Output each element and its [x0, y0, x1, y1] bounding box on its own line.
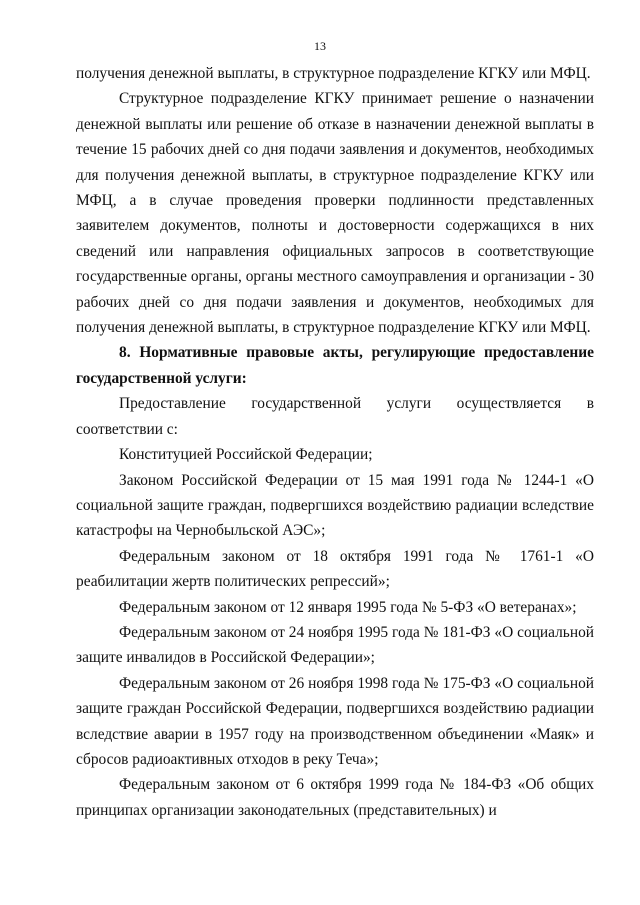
list-item-law-175-fz: Федеральным законом от 26 ноября 1998 года № 175-ФЗ «О социальной защите граждан Российской Федерации, подвергшихся воздействию радиации вследствие аварии в 1957 году на производственном объединении «Маяк» и сбросов радиоактивных отходов в реку Теча»; [76, 674, 594, 768]
list-item-constitution: Конституцией Российской Федерации; [119, 446, 373, 464]
list-item-law-1244-1: Законом Российской Федерации от 15 мая 1991 года № 1244-1 «О социальной защите граждан, подвергшихся воздействию радиации вследствие катастрофы на Чернобыльской АЭС»; [76, 471, 594, 540]
section-heading-8: 8. Нормативные правовые акты, регулирующие предоставление государственной услуги: [76, 344, 594, 387]
document-body [76, 61, 594, 823]
paragraph-continuation: получения денежной выплаты, в структурное подразделение КГКУ или МФЦ. [76, 65, 591, 82]
list-item-law-1761-1: Федеральным законом от 18 октября 1991 года № 1761-1 «О реабилитации жертв политических репрессий»; [76, 547, 594, 591]
paragraph-legal-basis-intro: Предоставление государственной услуги осуществляется в соответствии с: [76, 395, 594, 438]
list-item-law-5-fz: Федеральным законом от 12 января 1995 года № 5-ФЗ «О ветеранах»; [119, 598, 577, 616]
paragraph-decision-terms: Структурное подразделение КГКУ принимает решение о назначении денежной выплаты или решение об отказе в назначении денежной выплаты в течение 15 рабочих дней со дня подачи заявления и документов, необходимых для получения денежной выплаты, в структурное подразделение КГКУ или МФЦ, а в случае проведения проверки подлинности представленных заявителем документов, полноты и достоверности содержащихся в них сведений или направления официальных запросов в соответствующие государственные органы, органы местного самоуправления и организации - 30 рабочих дней со дня подачи заявления и документов, необходимых для получения денежной выплаты, в структурное подразделение КГКУ или МФЦ. [76, 90, 594, 337]
list-item-law-181-fz: Федеральным законом от 24 ноября 1995 года № 181-ФЗ «О социальной защите инвалидов в Российской Федерации»; [76, 623, 594, 667]
list-item-law-184-fz: Федеральным законом от 6 октября 1999 года № 184-ФЗ «Об общих принципах организации законодательных (представительных) и [76, 776, 594, 819]
page-number: 13 [314, 39, 326, 53]
